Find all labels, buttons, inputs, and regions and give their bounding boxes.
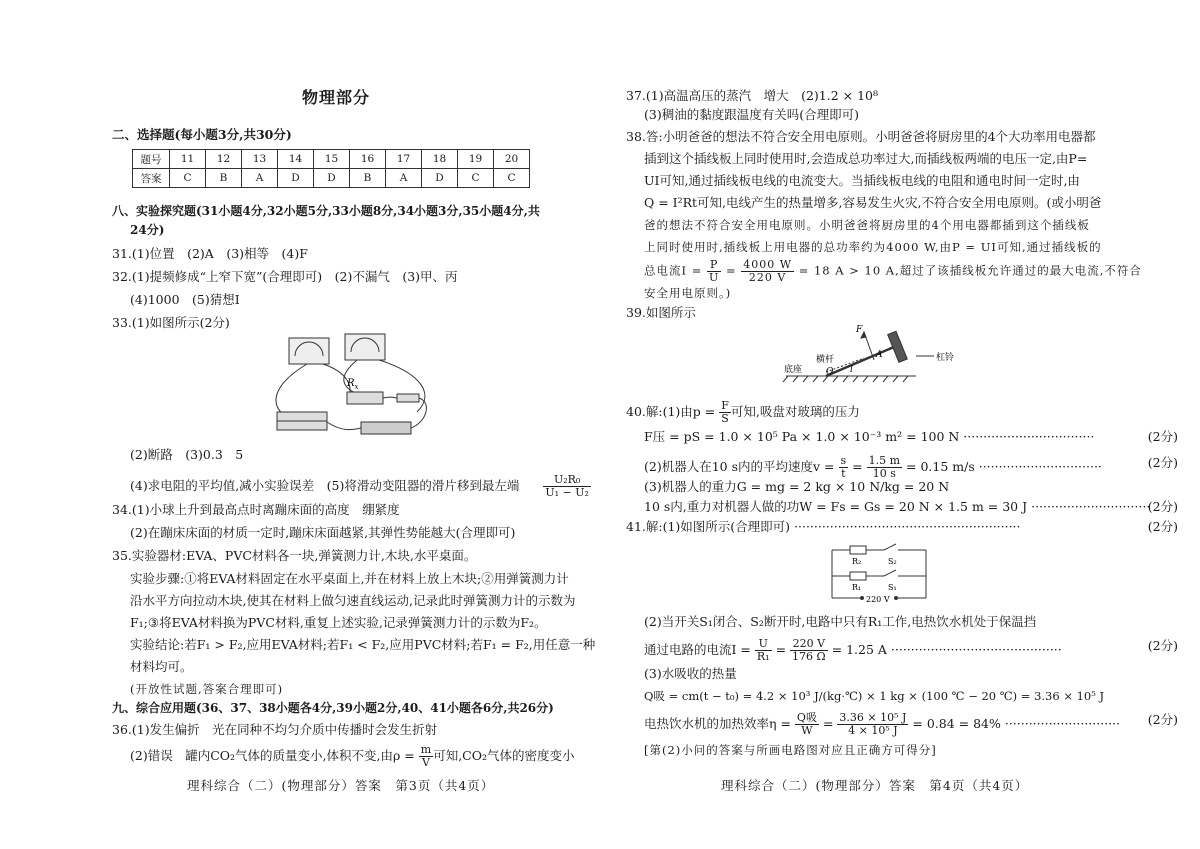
table-cell: B [206, 169, 242, 188]
formula-text: 电热饮水机的加热效率η = [644, 716, 791, 731]
answer-41-note: [第(2)小问的答案与所画电路图对应且正确方可得分] [644, 743, 937, 757]
formula-text: 10 s内,重力对机器人做的功W = Fs = Gs = 20 N × 1.5 m = 30 J ······························ [644, 499, 1151, 514]
answer-32: 32.(1)提频修成“上窄下宽”(合理即可) (2)不漏气 (3)甲、丙 [112, 269, 458, 284]
formula-text: 40.解:(1)由p = [626, 404, 716, 419]
fraction-num: U [755, 638, 772, 651]
answer-41-2: (2)当开关S₁闭合、S₂断开时,电路中只有R₁工作,电热饮水机处于保温挡 [644, 614, 1037, 629]
fraction-num: U₂R₀ [543, 474, 591, 487]
table-cell: A [386, 169, 422, 188]
formula-text: (2)机器人在10 s内的平均速度v = [644, 459, 835, 474]
point-a-label: A [876, 350, 883, 360]
right-page [626, 0, 1186, 849]
answer-36: 36.(1)发生偏折 光在同种不均匀介质中传播时会发生折射 [112, 722, 438, 737]
fraction-num: 4000 W [743, 258, 793, 271]
fraction-den: t [841, 467, 846, 480]
formula-text: = [852, 459, 863, 474]
answer-40 [626, 400, 860, 425]
answer-41-3: (3)水吸收的热量 [644, 666, 737, 681]
fraction-num: 220 V [790, 638, 828, 651]
table-cell: D [314, 169, 350, 188]
fraction-num: 3.36 × 10⁵ J [839, 711, 907, 724]
points-label: (2分) [1147, 712, 1178, 727]
lever-figure [776, 322, 976, 392]
answer-41-3-efficiency [644, 712, 1186, 737]
formula-text: 通过电路的电流I = [644, 642, 751, 657]
r2-label: R₂ [852, 557, 862, 566]
page-footer: 理科综合（二）(物理部分）答案 第4页（共4页） [721, 778, 1029, 793]
page-footer: 理科综合（二）(物理部分）答案 第3页（共4页） [187, 778, 495, 793]
answer-38-6: 上同时使用时,插线板上用电器的总功率约为4000 W,由P = UI可知,通过插线板的 [644, 240, 1102, 254]
answer-38-2: 插到这个插线板上同时使用时,会造成总功率过大,而插线板两端的电压一定,由P= [644, 151, 1088, 166]
answer-33: 33.(1)如图所示(2分) [112, 315, 230, 330]
page-title: 物理部分 [302, 88, 371, 107]
table-cell: A [242, 169, 278, 188]
answer-41-3-heat: Q吸 = cm(t − t₀) = 4.2 × 10³ J/(kg·℃) × 1 kg × (100 ℃ − 20 ℃) = 3.36 × 10⁵ J [644, 689, 1105, 703]
fraction-num: F [721, 399, 729, 412]
formula-text: = 18 A > 10 A,超过了该插线板允许通过的最大电流,不符合 [798, 263, 1142, 278]
answer-32-cont: (4)1000 (5)猜想Ⅰ [130, 292, 240, 307]
points-label: (2分) [1147, 429, 1178, 444]
heater-circuit-diagram [826, 540, 936, 610]
table-cell: D [278, 169, 314, 188]
fraction-den: U₁ − U₂ [545, 486, 589, 499]
answer-33-4 [130, 474, 591, 499]
table-cell: 13 [242, 150, 278, 169]
section-2-heading: 二、选择题(每小题3分,共30分) [112, 127, 292, 142]
table-cell: C [170, 169, 206, 188]
answer-36-2-text: (2)错误 罐内CO₂气体的质量变小,体积不变,由ρ = [130, 748, 415, 763]
answer-39: 39.如图所示 [626, 305, 696, 320]
table-head-cell: 题号 [133, 150, 170, 169]
formula-text: = 0.15 m/s ······························· [906, 459, 1102, 474]
fraction [867, 455, 902, 480]
fraction-den: 220 V [748, 271, 787, 284]
fraction [839, 455, 849, 480]
formula-text: = [775, 642, 787, 657]
table-cell: B [350, 169, 386, 188]
barbell-label: 杠铃 [936, 353, 955, 363]
formula-text: 总电流I = [644, 263, 703, 278]
fraction-den: S [721, 412, 729, 425]
answer-35-conclusion: 实验结论:若F₁ > F₂,应用EVA材料;若F₁ < F₂,应用PVC材料;若F₁ = F₂,用任意一种 [130, 637, 596, 652]
answer-35-conclusion-2: 材料均可。 [130, 659, 193, 674]
table-cell: 17 [386, 150, 422, 169]
fraction-num: P [707, 259, 721, 272]
section-9-heading: 九、综合应用题(36、37、38小题各4分,39小题2分,40、41小题各6分,共26分) [112, 701, 554, 715]
table-cell: 20 [494, 150, 530, 169]
answer-35-steps: 实验步骤:①将EVA材料固定在水平桌面上,并在材料上放上木块;②用弹簧测力计 [130, 571, 569, 586]
answer-31: 31.(1)位置 (2)A (3)相等 (4)F [112, 246, 308, 261]
formula-text: 可知,吸盘对玻璃的压力 [730, 404, 860, 419]
fraction [790, 638, 828, 663]
fraction [755, 638, 772, 663]
fraction-num: Q吸 [796, 711, 817, 724]
answer-35: 35.实验器材:EVA、PVC材料各一块,弹簧测力计,木块,水平桌面。 [112, 548, 477, 563]
answer-35-steps-3: F₁;③将EVA材料换为PVC材料,重复上述实验,记录弹簧测力计的示数为F₂。 [130, 615, 547, 630]
fraction-den: V [422, 756, 430, 769]
table-cell: 14 [278, 150, 314, 169]
answer-38-8: 安全用电原则。) [644, 286, 732, 300]
answer-40-3: (3)机器人的重力G = mg = 2 kg × 10 N/kg = 20 N [644, 479, 950, 494]
table-cell: 19 [458, 150, 494, 169]
table-row-answers [133, 169, 530, 188]
fraction-den: W [801, 724, 813, 737]
answer-37: 37.(1)高温高压的蒸汽 增大 (2)1.2 × 10⁸ [626, 88, 879, 103]
answer-33-4-text: (4)求电阻的平均值,减小实验误差 (5)将滑动变阻器的滑片移到最左端 [130, 478, 520, 493]
s1-label: S₁ [888, 583, 897, 592]
resistor-label: $R_x$ [347, 378, 359, 391]
table-row-numbers [133, 150, 530, 169]
formula-text: = 0.84 = 84% ····························· [912, 716, 1121, 731]
points-label: (2分) [1147, 499, 1178, 514]
fraction-num: m [420, 743, 432, 756]
table-cell: 15 [314, 150, 350, 169]
voltage-label: 220 V [866, 595, 890, 604]
answer-41 [626, 519, 1186, 535]
formula-text: = 1.25 A ··········································· [831, 642, 1062, 657]
pivot-label: O [826, 367, 834, 377]
points-label: (2分) [1147, 638, 1178, 653]
answer-36-2-text-end: 可知,CO₂气体的密度变小 [433, 748, 575, 763]
answer-38-4: Q = I²Rt可知,电线产生的热量增多,容易发生火灾,不符合安全用电原则。(或小明爸 [644, 195, 1102, 210]
answer-37-3: (3)稠油的黏度跟温度有关吗(合理即可) [644, 107, 859, 122]
force-label: F [856, 325, 863, 335]
lever-arm-label: l [850, 365, 853, 375]
table-cell: 11 [170, 150, 206, 169]
formula-text: 41.解:(1)如图所示(合理即可) ························································· [626, 519, 1021, 534]
table-head-cell: 答案 [133, 169, 170, 188]
circuit-photo-figure [267, 332, 457, 442]
answer-34: 34.(1)小球上升到最高点时离蹦床面的高度 绷紧度 [112, 502, 400, 517]
table-cell: C [494, 169, 530, 188]
fraction-den: 4 × 10⁵ J [848, 724, 898, 737]
table-cell: 18 [422, 150, 458, 169]
answer-33-2: (2)断路 (3)0.3 5 [130, 447, 244, 462]
formula-text: = [822, 716, 834, 731]
fraction-den: U [709, 271, 720, 284]
answer-34-2: (2)在蹦床床面的材质一定时,蹦床床面越紧,其弹性势能越大(合理即可) [130, 525, 516, 540]
answer-40-2 [644, 455, 1186, 480]
formula-text: F压 = pS = 1.0 × 10⁵ Pa × 1.0 × 10⁻³ m² = 100 N ································· [644, 429, 1095, 444]
points-label: (2分) [1147, 455, 1178, 470]
fraction [741, 259, 794, 284]
answer-table [132, 149, 530, 188]
fraction-den: 10 s [872, 467, 896, 480]
r1-label: R₁ [852, 583, 862, 592]
fraction-num: 1.5 m [868, 454, 901, 467]
bar-label: 横杆 [816, 355, 835, 365]
answer-40-1 [644, 429, 1186, 445]
fraction [719, 400, 731, 425]
formula-text: = [725, 263, 737, 278]
fraction-num: s [840, 454, 847, 467]
table-cell: C [458, 169, 494, 188]
left-page [112, 0, 672, 849]
section-8-heading: 八、实验探究题(31小题4分,32小题5分,33小题8分,34小题3分,35小题4分,共 [112, 204, 540, 218]
answer-41-2-calc [644, 638, 1186, 663]
table-cell: 12 [206, 150, 242, 169]
fraction [795, 712, 819, 737]
s2-label: S₂ [888, 557, 897, 566]
answer-35-steps-2: 沿水平方向拉动木块,使其在材料上做匀速直线运动,记录此时弹簧测力计的示数为 [130, 593, 576, 608]
fraction [543, 474, 591, 499]
fraction-den: R₁ [756, 650, 770, 663]
answer-40-4 [644, 499, 1186, 515]
table-cell: 16 [350, 150, 386, 169]
fraction [707, 259, 721, 284]
points-label: (2分) [1147, 519, 1178, 534]
table-cell: D [422, 169, 458, 188]
answer-38-3: UI可知,通过插线板电线的电流变大。当插线板电线的电阻和通电时间一定时,由 [644, 173, 1080, 188]
answer-38-7 [644, 259, 1142, 284]
answer-35-note: (开放性试题,答案合理即可) [130, 682, 284, 696]
fraction-den: 176 Ω [792, 650, 826, 663]
answer-38-5: 爸的想法不符合安全用电原则。小明爸爸将厨房里的4个用电器都插到这个插线板 [644, 218, 1090, 232]
base-label: 底座 [784, 365, 803, 375]
fraction [837, 712, 908, 737]
answer-38: 38.答:小明爸爸的想法不符合安全用电原则。小明爸爸将厨房里的4个大功率用电器都 [626, 129, 1096, 144]
answer-36-2 [130, 744, 575, 769]
section-8-heading-cont: 24分) [130, 223, 165, 237]
fraction [419, 744, 433, 769]
